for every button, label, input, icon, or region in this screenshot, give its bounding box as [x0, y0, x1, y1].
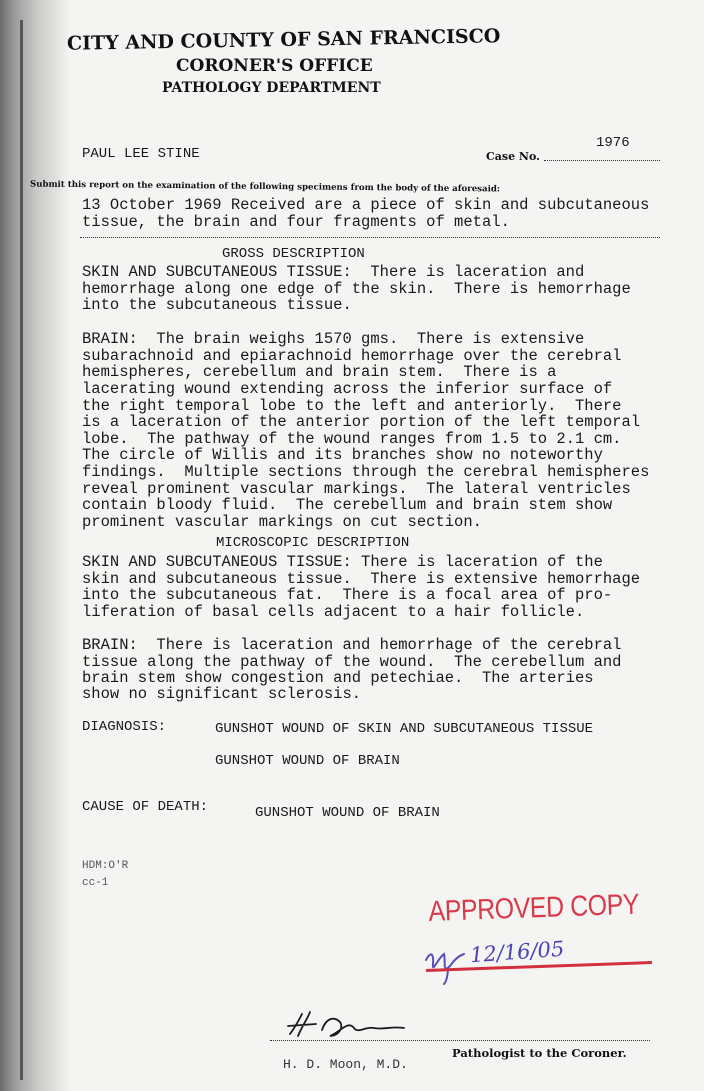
typist-initials: HDM:O'R: [82, 860, 129, 872]
micro-skin-line: SKIN AND SUBCUTANEOUS TISSUE: There is laceration of the: [82, 553, 603, 571]
micro-brain-line: BRAIN: There is laceration and hemorrhage of the cerebral: [82, 636, 622, 654]
pathologist-name: H. D. Moon, M.D.: [283, 1057, 408, 1072]
diagnosis-item-2: GUNSHOT WOUND OF BRAIN: [215, 753, 400, 769]
gross-brain-line: reveal prominent vascular markings. The lateral ventricles: [82, 480, 631, 498]
gross-skin-line: SKIN AND SUBCUTANEOUS TISSUE: There is laceration and: [82, 263, 585, 281]
gross-brain-line: contain bloody fluid. The cerebellum and brain stem show: [82, 496, 613, 514]
approved-copy-stamp: APPROVED COPY: [428, 888, 640, 928]
pathologist-signature: [282, 1008, 442, 1044]
gross-brain-line: is a laceration of the anterior portion of the left temporal: [82, 413, 641, 431]
gross-brain-line: lacerating wound extending across the inferior surface of: [82, 380, 613, 398]
approval-initials-mark: [420, 940, 470, 986]
gross-heading: GROSS DESCRIPTION: [222, 246, 365, 262]
cause-value: GUNSHOT WOUND OF BRAIN: [255, 805, 440, 821]
case-number-line: [544, 160, 660, 161]
diagnosis-item-1: GUNSHOT WOUND OF SKIN AND SUBCUTANEOUS TISSUE: [215, 721, 594, 737]
signature-line: [270, 1040, 650, 1041]
letterhead-department: PATHOLOGY DEPARTMENT: [162, 80, 381, 96]
letterhead-city: CITY AND COUNTY OF SAN FRANCISCO: [66, 25, 501, 55]
approval-date: 12/16/05: [469, 936, 566, 968]
gross-brain-line: the right temporal lobe to the left and anteriorly. There: [82, 397, 622, 415]
copy-count: cc-1: [82, 877, 109, 889]
gross-brain-line: BRAIN: The brain weighs 1570 gms. There is extensive: [82, 330, 585, 348]
gross-brain-line: lobe. The pathway of the wound ranges from 1.5 to 2.1 cm.: [82, 430, 622, 448]
gross-skin-line: into the subcutaneous tissue.: [82, 296, 352, 314]
micro-brain-line: tissue along the pathway of the wound. The cerebellum and: [82, 653, 622, 671]
gross-brain-line: prominent vascular markings on cut section.: [82, 513, 482, 531]
letterhead-office: CORONER'S OFFICE: [176, 56, 373, 76]
gross-brain-line: hemispheres, cerebellum and brain stem. There is a: [82, 363, 557, 381]
micro-skin-line: into the subcutaneous fat. There is a focal area of pro-: [82, 586, 613, 604]
case-number: 1976: [596, 135, 630, 151]
micro-heading: MICROSCOPIC DESCRIPTION: [216, 535, 410, 551]
intro-label: Submit this report on the examination of the following specimens from the body of the aforesaid:: [29, 179, 501, 195]
received-divider: [80, 237, 660, 238]
micro-skin-line: skin and subcutaneous tissue. There is extensive hemorrhage: [82, 570, 641, 588]
micro-skin-line: liferation of basal cells adjacent to a hair follicle.: [82, 603, 585, 621]
scan-binding-shadow: [0, 0, 70, 1091]
case-number-label: Case No.: [486, 150, 540, 163]
gross-skin-line: hemorrhage along one edge of the skin. There is hemorrhage: [82, 280, 631, 298]
binding-edge: [20, 20, 23, 1080]
received-line-1: 13 October 1969 Received are a piece of skin and subcutaneous: [82, 196, 650, 214]
diagnosis-label: DIAGNOSIS:: [82, 719, 167, 735]
decedent-name: PAUL LEE STINE: [82, 146, 200, 162]
pathologist-title: Pathologist to the Coroner.: [452, 1046, 627, 1060]
gross-brain-line: The circle of Willis and its branches show no noteworthy: [82, 446, 603, 464]
gross-brain-line: findings. Multiple sections through the cerebral hemispheres: [82, 463, 650, 481]
micro-brain-line: brain stem show congestion and petechiae. The arteries: [82, 669, 594, 687]
cause-label: CAUSE OF DEATH:: [82, 799, 209, 815]
received-line-2: tissue, the brain and four fragments of metal.: [82, 213, 510, 231]
micro-brain-line: show no significant sclerosis.: [82, 685, 362, 703]
gross-brain-line: subarachnoid and epiarachnoid hemorrhage over the cerebral: [82, 347, 622, 365]
